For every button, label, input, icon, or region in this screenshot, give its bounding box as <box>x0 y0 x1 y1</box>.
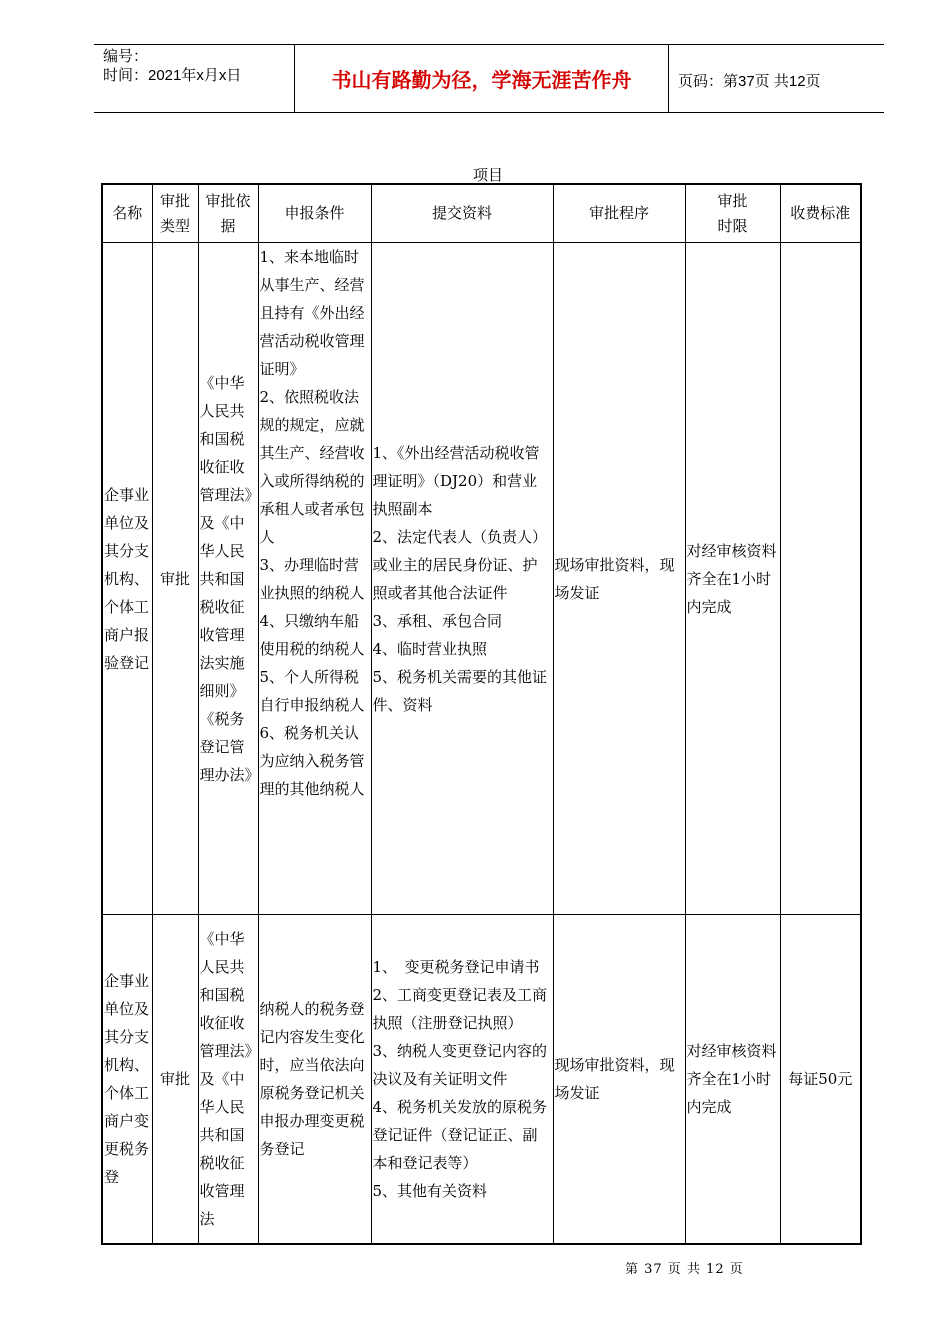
table-caption: 项目 <box>472 166 503 184</box>
header-fee: 收费标准 <box>780 184 861 243</box>
cell-procedure: 现场审批资料，现场发证 <box>553 915 685 1245</box>
cell-name: 企事业单位及其分支机构、个体工商户变更税务登 <box>102 915 152 1245</box>
cell-limit: 对经审核资料齐全在1小时内完成 <box>685 243 780 915</box>
cell-fee <box>780 243 861 915</box>
cell-basis: 《中华人民共和国税收征收管理法》及《中华人民共和国税收征收管理法实施细则》《税务登记管理办法》 <box>198 243 258 915</box>
header-bottom-rule <box>94 112 884 113</box>
header-name: 名称 <box>102 184 152 243</box>
cell-procedure: 现场审批资料，现场发证 <box>553 243 685 915</box>
header-limit: 审批时限 <box>685 184 780 243</box>
table-header-row <box>102 184 861 243</box>
header-type: 审批类型 <box>152 184 198 243</box>
header-meta <box>103 47 241 85</box>
cell-basis: 《中华人民共和国税收征收管理法》及《中华人民共和国税收征收管理法 <box>198 915 258 1245</box>
header-conditions: 申报条件 <box>258 184 371 243</box>
header-materials: 提交资料 <box>371 184 553 243</box>
cell-type: 审批 <box>152 243 198 915</box>
cell-conditions: 1、来本地临时从事生产、经营且持有《外出经营活动税收管理证明》 2、依照税收法规的规定，应就其生产、经营收入或所得纳税的承租人或者承包人 3、办理临时营业执照的纳税人 4、只缴纳车船使用税的纳税人 5、个人所得税自行申报纳税人 6、税务机关认为应纳入税务管理的其他纳税人 <box>258 243 371 915</box>
table-row <box>102 915 861 1245</box>
table-row <box>102 243 861 915</box>
cell-fee: 每证50元 <box>780 915 861 1245</box>
cell-limit: 对经审核资料齐全在1小时内完成 <box>685 915 780 1245</box>
header-divider-right <box>668 44 669 112</box>
header-basis: 审批依据 <box>198 184 258 243</box>
cell-name: 企事业单位及其分支机构、个体工商户报验登记 <box>102 243 152 915</box>
header-procedure: 审批程序 <box>553 184 685 243</box>
document-number: 编号： <box>103 48 149 65</box>
cell-type: 审批 <box>152 915 198 1245</box>
cell-materials: 1、 变更税务登记申请书 2、工商变更登记表及工商执照（注册登记执照） 3、纳税人变更登记内容的决议及有关证明文件 4、税务机关发放的原税务登记证件（登记证正、副本和登记表等） 5、其他有关资料 <box>371 915 553 1245</box>
header-page-number: 页码：第37页 共12页 <box>678 73 821 90</box>
header-motto: 书山有路勤为径，学海无涯苦作舟 <box>331 67 632 92</box>
document-time: 时间：2021年x月x日 <box>103 67 242 84</box>
approval-table <box>101 183 862 1245</box>
cell-materials: 1、《外出经营活动税收管理证明》（DJ20）和营业执照副本 2、法定代表人（负责人）或业主的居民身份证、护照或者其他合法证件 3、承租、承包合同 4、临时营业执照 5、税务机关需要的其他证件、资料 <box>371 243 553 915</box>
page-footer: 第 37 页 共 12 页 <box>625 1262 744 1277</box>
cell-conditions: 纳税人的税务登记内容发生变化时，应当依法向原税务登记机关申报办理变更税务登记 <box>258 915 371 1245</box>
